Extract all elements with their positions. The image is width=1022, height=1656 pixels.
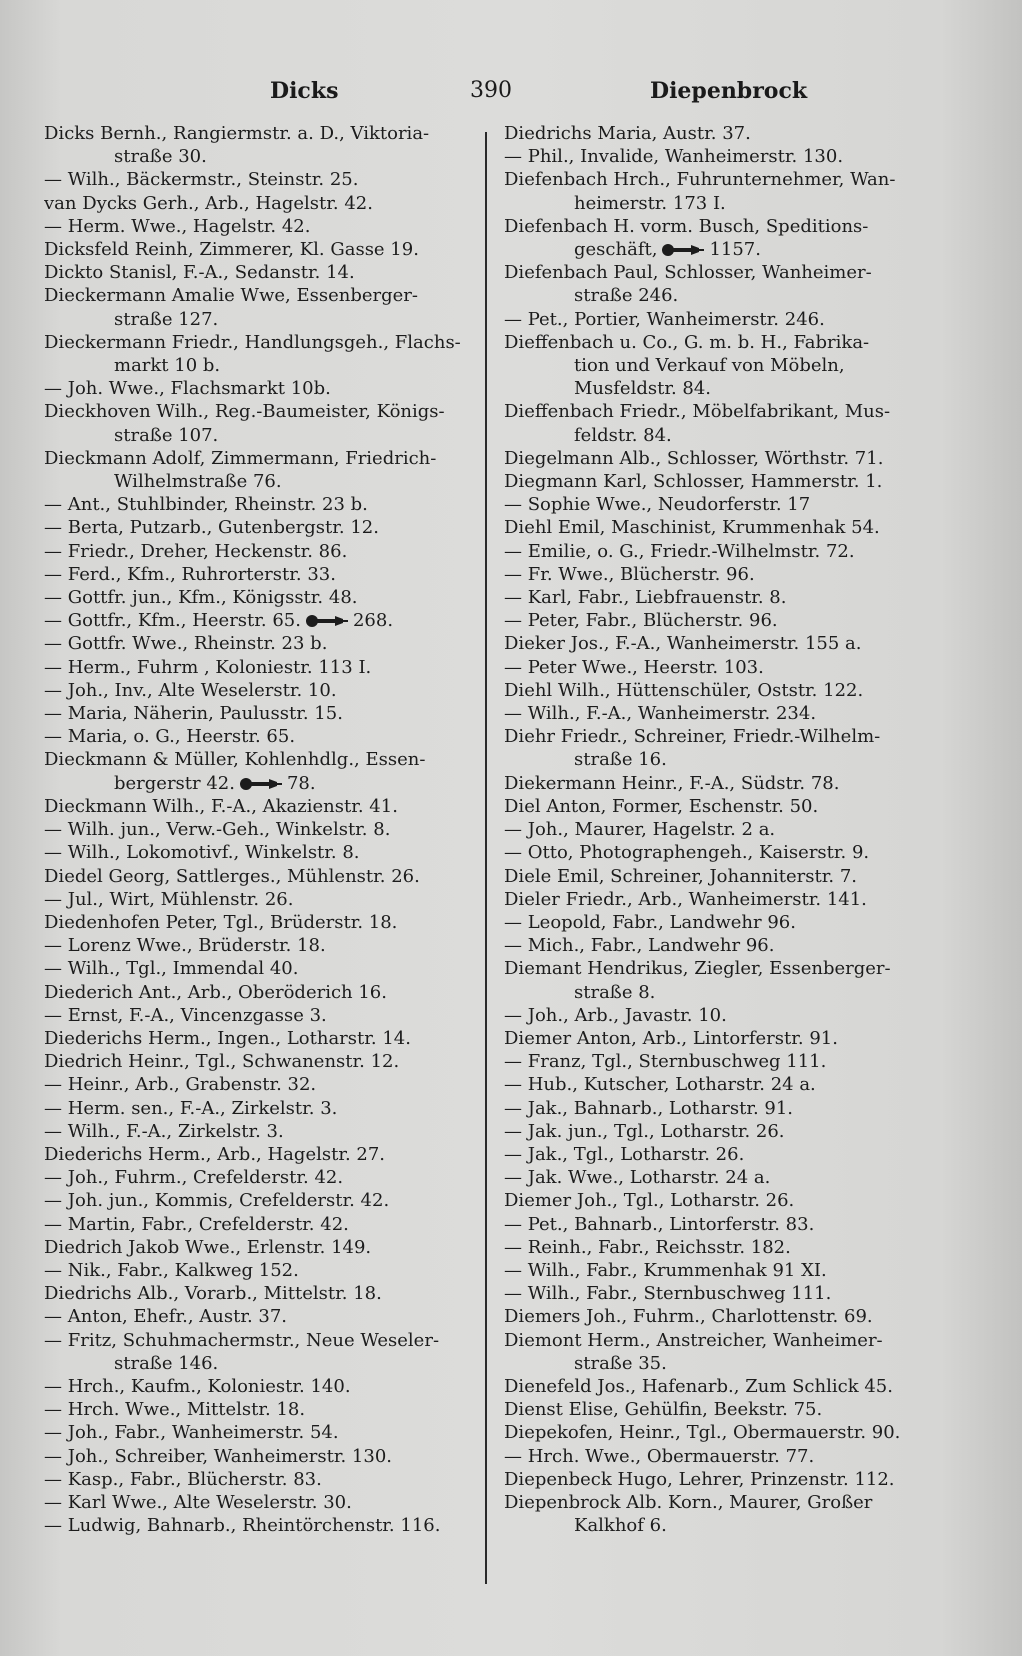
entry-text: — Joh. jun., Kommis, Crefelderstr. 42. (44, 1190, 390, 1212)
directory-entry-line (44, 1445, 474, 1468)
entry-text: Kalkhof 6. (574, 1515, 667, 1537)
entry-text: Diehl Emil, Maschinist, Krummenhak 54. (504, 517, 880, 539)
directory-entry-line (504, 1027, 944, 1050)
directory-entry-line (504, 1073, 944, 1096)
entry-text: — Jul., Wirt, Mühlenstr. 26. (44, 888, 294, 910)
entry-text: Diedrichs Alb., Vorarb., Mittelstr. 18. (44, 1283, 382, 1305)
entry-text: — Peter Wwe., Heerstr. 103. (504, 656, 764, 678)
directory-entry-line (44, 424, 474, 447)
directory-entry-line (44, 1027, 474, 1050)
directory-entry-line (44, 1352, 474, 1375)
entry-text: — Wilh., Fabr., Sternbuschweg 111. (504, 1283, 832, 1305)
entry-text: Dicks Bernh., Rangiermstr. a. D., Viktoria- (44, 123, 430, 144)
directory-entry-line (44, 679, 474, 702)
entry-text: — Berta, Putzarb., Gutenbergstr. 12. (44, 517, 379, 539)
right-column (504, 122, 944, 1537)
entry-text: — Hrch., Kaufm., Koloniestr. 140. (44, 1375, 351, 1397)
directory-entry-line (44, 609, 474, 632)
directory-entry-line (504, 284, 944, 307)
directory-entry-line (504, 1305, 944, 1328)
entry-text: straße 8. (574, 981, 656, 1003)
entry-text: straße 30. (114, 146, 207, 168)
directory-entry-line (504, 1259, 944, 1282)
directory-entry-line (504, 354, 944, 377)
directory-entry-line (504, 656, 944, 679)
entry-text: — Joh. Wwe., Flachsmarkt 10b. (44, 378, 331, 400)
entry-text: — Wilh., Bäckermstr., Steinstr. 25. (44, 169, 359, 191)
directory-entry-line (504, 772, 944, 795)
entry-text: — Jak., Bahnarb., Lotharstr. 91. (504, 1097, 794, 1119)
entry-text: — Fr. Wwe., Blücherstr. 96. (504, 563, 755, 585)
entry-text: — Jak. jun., Tgl., Lotharstr. 26. (504, 1120, 785, 1142)
directory-entry-line (504, 1352, 944, 1375)
directory-entry-line (44, 981, 474, 1004)
entry-text: — Martin, Fabr., Crefelderstr. 42. (44, 1213, 349, 1235)
entry-text: straße 127. (114, 308, 219, 330)
directory-entry-line (504, 145, 944, 168)
directory-entry-line (504, 563, 944, 586)
entry-text: Dieffenbach u. Co., G. m. b. H., Fabrika- (504, 331, 870, 353)
entry-text: — Gottfr., Kfm., Heerstr. 65. (44, 610, 301, 632)
entry-text: Dieker Jos., F.-A., Wanheimerstr. 155 a. (504, 633, 862, 655)
directory-entry-line (44, 493, 474, 516)
directory-entry-line (44, 1329, 474, 1352)
entry-text: straße 16. (574, 749, 667, 771)
directory-entry-line (504, 493, 944, 516)
entry-text: — Wilh., F.-A., Wanheimerstr. 234. (504, 703, 817, 725)
entry-text: Diemer Anton, Arb., Lintorferstr. 91. (504, 1027, 838, 1049)
entry-text: heimerstr. 173 I. (574, 192, 726, 214)
entry-text: Diederich Ant., Arb., Oberöderich 16. (44, 981, 387, 1003)
directory-entry-line (44, 841, 474, 864)
directory-entry-line (504, 1514, 944, 1537)
left-column (44, 122, 474, 1537)
directory-entry-line (44, 1166, 474, 1189)
entry-text: Diel Anton, Former, Eschenstr. 50. (504, 795, 819, 817)
directory-entry-line (44, 1514, 474, 1537)
directory-entry-line (44, 865, 474, 888)
entry-text: — Gottfr. Wwe., Rheinstr. 23 b. (44, 633, 328, 655)
entry-text: — Joh., Maurer, Hagelstr. 2 a. (504, 819, 776, 841)
page-header (60, 74, 940, 114)
directory-entry-line (504, 725, 944, 748)
entry-text: — Ernst, F.-A., Vincenzgasse 3. (44, 1004, 327, 1026)
entry-text: Diefenbach Hrch., Fuhrunternehmer, Wan- (504, 169, 896, 191)
directory-entry-line (44, 1004, 474, 1027)
directory-entry-line (504, 377, 944, 400)
entry-text: straße 246. (574, 285, 679, 307)
entry-text: Dieckmann & Müller, Kohlenhdlg., Essen- (44, 749, 426, 771)
directory-entry-line (44, 1236, 474, 1259)
directory-entry-line (504, 865, 944, 888)
entry-text: Dieffenbach Friedr., Möbelfabrikant, Mus- (504, 401, 891, 423)
entry-text: — Wilh., Tgl., Immendal 40. (44, 958, 299, 980)
directory-entry-line (504, 911, 944, 934)
entry-text: — Pet., Portier, Wanheimerstr. 246. (504, 308, 825, 330)
directory-entry-line (44, 168, 474, 191)
header-left-guideword: Dicks (270, 78, 339, 104)
entry-text: Diele Emil, Schreiner, Johanniterstr. 7. (504, 865, 857, 887)
directory-entry-line (44, 1073, 474, 1096)
directory-entry-line (504, 1213, 944, 1236)
directory-entry-line (44, 261, 474, 284)
directory-entry-line (44, 1375, 474, 1398)
directory-entry-line (504, 1282, 944, 1305)
entry-text: — Heinr., Arb., Grabenstr. 32. (44, 1074, 317, 1096)
entry-text: Diepenbeck Hugo, Lehrer, Prinzenstr. 112. (504, 1468, 895, 1490)
directory-entry-line (504, 818, 944, 841)
directory-entry-line (504, 261, 944, 284)
entry-text: — Reinh., Fabr., Reichsstr. 182. (504, 1236, 791, 1258)
directory-entry-line (44, 238, 474, 261)
entry-text: straße 35. (574, 1352, 667, 1374)
entry-text: — Otto, Photographengeh., Kaiserstr. 9. (504, 842, 870, 864)
entry-text: Diemont Herm., Anstreicher, Wanheimer- (504, 1329, 883, 1351)
telephone-icon (305, 614, 349, 628)
directory-entry-line (44, 1282, 474, 1305)
entry-text: Diekermann Heinr., F.-A., Südstr. 78. (504, 772, 840, 794)
entry-text: Wilhelmstraße 76. (114, 471, 282, 493)
directory-entry-line (504, 1329, 944, 1352)
entry-text: — Jak. Wwe., Lotharstr. 24 a. (504, 1167, 771, 1189)
directory-entry-line (504, 702, 944, 725)
telephone-number: 1157. (709, 239, 761, 261)
directory-entry-line (44, 400, 474, 423)
entry-text: straße 146. (114, 1352, 219, 1374)
directory-entry-line (504, 934, 944, 957)
entry-text: — Karl Wwe., Alte Weselerstr. 30. (44, 1491, 352, 1513)
directory-entry-line (44, 1421, 474, 1444)
directory-entry-line (504, 609, 944, 632)
directory-entry-line (504, 192, 944, 215)
entry-text: — Wilh. jun., Verw.-Geh., Winkelstr. 8. (44, 819, 391, 841)
entry-text: — Lorenz Wwe., Brüderstr. 18. (44, 935, 326, 957)
entry-text: van Dycks Gerh., Arb., Hagelstr. 42. (44, 192, 373, 214)
entry-text: Dieckmann Adolf, Zimmermann, Friedrich- (44, 447, 437, 469)
directory-entry-line (44, 818, 474, 841)
entry-text: — Joh., Fuhrm., Crefelderstr. 42. (44, 1167, 344, 1189)
directory-entry-line (44, 1189, 474, 1212)
directory-entry-line (504, 540, 944, 563)
entry-text: — Joh., Fabr., Wanheimerstr. 54. (44, 1422, 339, 1444)
entry-text: Diederichs Herm., Arb., Hagelstr. 27. (44, 1143, 386, 1165)
directory-entry-line (44, 632, 474, 655)
entry-text: Diepekofen, Heinr., Tgl., Obermauerstr. 90. (504, 1422, 901, 1444)
telephone-icon (661, 243, 705, 257)
directory-entry-line (504, 679, 944, 702)
entry-text: — Joh., Schreiber, Wanheimerstr. 130. (44, 1445, 393, 1467)
directory-entry-line (504, 447, 944, 470)
directory-entry-line (44, 1143, 474, 1166)
entry-text: Diedrich Heinr., Tgl., Schwanenstr. 12. (44, 1051, 400, 1073)
entry-text: Diedrich Jakob Wwe., Erlenstr. 149. (44, 1236, 372, 1258)
directory-entry-line (44, 1097, 474, 1120)
entry-text: — Karl, Fabr., Liebfrauenstr. 8. (504, 587, 787, 609)
directory-entry-line (504, 122, 944, 145)
entry-text: — Ant., Stuhlbinder, Rheinstr. 23 b. (44, 494, 368, 516)
directory-entry-line (504, 1189, 944, 1212)
directory-entry-line (504, 1120, 944, 1143)
directory-entry-line (504, 308, 944, 331)
directory-entry-line (44, 331, 474, 354)
directory-entry-line (504, 1491, 944, 1514)
directory-entry-line (44, 308, 474, 331)
entry-text: Dickto Stanisl, F.-A., Sedanstr. 14. (44, 262, 355, 284)
entry-text: Diederichs Herm., Ingen., Lotharstr. 14. (44, 1027, 411, 1049)
directory-entry-line (504, 1375, 944, 1398)
entry-text: — Maria, Näherin, Paulusstr. 15. (44, 703, 343, 725)
entry-text: — Mich., Fabr., Landwehr 96. (504, 935, 775, 957)
directory-entry-line (44, 934, 474, 957)
entry-text: Diehl Wilh., Hüttenschüler, Oststr. 122. (504, 679, 864, 701)
directory-entry-line (44, 1398, 474, 1421)
entry-text: — Herm., Fuhrm , Koloniestr. 113 I. (44, 656, 372, 678)
entry-text: straße 107. (114, 424, 219, 446)
directory-entry-line (504, 586, 944, 609)
directory-entry-line (44, 1120, 474, 1143)
directory-entry-line (44, 215, 474, 238)
directory-entry-line (504, 1166, 944, 1189)
telephone-number: 268. (352, 610, 394, 632)
directory-entry-line (504, 1097, 944, 1120)
directory-entry-line (44, 284, 474, 307)
directory-entry-line (44, 888, 474, 911)
directory-entry-line (504, 981, 944, 1004)
directory-entry-line (504, 1143, 944, 1166)
entry-text: Musfeldstr. 84. (574, 378, 712, 400)
directory-entry-line (504, 516, 944, 539)
entry-text: — Peter, Fabr., Blücherstr. 96. (504, 610, 778, 632)
entry-text: Dieckmann Wilh., F.-A., Akazienstr. 41. (44, 795, 398, 817)
entry-text: Diefenbach Paul, Schlosser, Wanheimer- (504, 262, 872, 284)
directory-entry-line (44, 354, 474, 377)
entry-text: — Jak., Tgl., Lotharstr. 26. (504, 1143, 745, 1165)
directory-entry-line (504, 748, 944, 771)
entry-text: geschäft, (574, 239, 658, 261)
entry-text: markt 10 b. (114, 355, 221, 377)
entry-text: — Wilh., F.-A., Zirkelstr. 3. (44, 1120, 284, 1142)
entry-text: Diemers Joh., Fuhrm., Charlottenstr. 69. (504, 1306, 873, 1328)
entry-text: Diedel Georg, Sattlerges., Mühlenstr. 26. (44, 865, 420, 887)
directory-entry-line (504, 238, 944, 261)
directory-entry-line (44, 1305, 474, 1328)
entry-text: — Herm. sen., F.-A., Zirkelstr. 3. (44, 1097, 338, 1119)
entry-text: — Herm. Wwe., Hagelstr. 42. (44, 215, 311, 237)
directory-entry-line (44, 377, 474, 400)
entry-text: Diepenbrock Alb. Korn., Maurer, Großer (504, 1491, 873, 1513)
entry-text: — Ludwig, Bahnarb., Rheintörchenstr. 116. (44, 1515, 441, 1537)
directory-entry-line (44, 911, 474, 934)
directory-entry-line (44, 725, 474, 748)
directory-entry-line (504, 1050, 944, 1073)
entry-text: — Phil., Invalide, Wanheimerstr. 130. (504, 146, 844, 168)
entry-text: Dieler Friedr., Arb., Wanheimerstr. 141. (504, 888, 867, 910)
entry-text: — Kasp., Fabr., Blücherstr. 83. (44, 1468, 322, 1490)
entry-text: — Gottfr. jun., Kfm., Königsstr. 48. (44, 587, 358, 609)
directory-entry-line (44, 1050, 474, 1073)
entry-text: Diemer Joh., Tgl., Lotharstr. 26. (504, 1190, 795, 1212)
directory-entry-line (504, 215, 944, 238)
directory-entry-line (44, 192, 474, 215)
directory-entry-line (44, 1491, 474, 1514)
directory-entry-line (44, 1259, 474, 1282)
directory-entry-line (44, 145, 474, 168)
entry-text: — Joh., Inv., Alte Weselerstr. 10. (44, 679, 337, 701)
entry-text: tion und Verkauf von Möbeln, (574, 355, 845, 377)
header-right-guideword: Diepenbrock (650, 78, 808, 104)
entry-text: — Friedr., Dreher, Heckenstr. 86. (44, 540, 348, 562)
directory-entry-line (44, 772, 474, 795)
directory-entry-line (504, 331, 944, 354)
directory-entry-line (44, 1213, 474, 1236)
entry-text: — Anton, Ehefr., Austr. 37. (44, 1306, 288, 1328)
entry-text: — Wilh., Lokomotivf., Winkelstr. 8. (44, 842, 360, 864)
entry-text: — Pet., Bahnarb., Lintorferstr. 83. (504, 1213, 815, 1235)
directory-entry-line (504, 470, 944, 493)
entry-text: Dieckermann Amalie Wwe, Essenberger- (44, 285, 418, 307)
directory-entry-line (44, 957, 474, 980)
entry-text: Diegmann Karl, Schlosser, Hammerstr. 1. (504, 471, 883, 493)
directory-entry-line (504, 632, 944, 655)
entry-text: — Leopold, Fabr., Landwehr 96. (504, 911, 796, 933)
column-divider (485, 132, 487, 1584)
entry-text: — Joh., Arb., Javastr. 10. (504, 1004, 727, 1026)
directory-entry-line (44, 656, 474, 679)
entry-text: — Hrch. Wwe., Mittelstr. 18. (44, 1399, 306, 1421)
directory-entry-line (44, 748, 474, 771)
directory-entry-line (504, 1468, 944, 1491)
directory-entry-line (44, 447, 474, 470)
entry-text: Dicksfeld Reinh, Zimmerer, Kl. Gasse 19. (44, 239, 419, 261)
entry-text: Dieckermann Friedr., Handlungsgeh., Flachs- (44, 331, 461, 353)
directory-entry-line (44, 702, 474, 725)
entry-text: — Wilh., Fabr., Krummenhak 91 XI. (504, 1259, 827, 1281)
entry-text: bergerstr 42. (114, 772, 235, 794)
directory-entry-line (504, 424, 944, 447)
entry-text: — Hub., Kutscher, Lotharstr. 24 a. (504, 1074, 816, 1096)
directory-entry-line (504, 1004, 944, 1027)
directory-entry-line (504, 795, 944, 818)
directory-entry-line (44, 1468, 474, 1491)
directory-entry-line (504, 957, 944, 980)
directory-entry-line (44, 586, 474, 609)
entry-text: — Hrch. Wwe., Obermauerstr. 77. (504, 1445, 815, 1467)
entry-text: Diehr Friedr., Schreiner, Friedr.-Wilhelm- (504, 726, 881, 748)
entry-text: — Nik., Fabr., Kalkweg 152. (44, 1259, 299, 1281)
directory-entry-line (504, 888, 944, 911)
directory-entry-line (44, 540, 474, 563)
entry-text: Diedenhofen Peter, Tgl., Brüderstr. 18. (44, 911, 398, 933)
entry-text: Diedrichs Maria, Austr. 37. (504, 123, 751, 144)
directory-entry-line (504, 1445, 944, 1468)
directory-entry-line (504, 841, 944, 864)
entry-text: — Emilie, o. G., Friedr.-Wilhelmstr. 72. (504, 540, 855, 562)
directory-entry-line (44, 516, 474, 539)
entry-text: — Ferd., Kfm., Ruhrorterstr. 33. (44, 563, 336, 585)
directory-entry-line (44, 795, 474, 818)
directory-entry-line (504, 400, 944, 423)
entry-text: feldstr. 84. (574, 424, 672, 446)
entry-text: Dienst Elise, Gehülfin, Beekstr. 75. (504, 1399, 823, 1421)
directory-entry-line (44, 470, 474, 493)
telephone-icon (239, 777, 283, 791)
entry-text: Dieckhoven Wilh., Reg.-Baumeister, Königs- (44, 401, 445, 423)
page-number: 390 (470, 78, 512, 103)
entry-text: — Franz, Tgl., Sternbuschweg 111. (504, 1051, 827, 1073)
entry-text: — Maria, o. G., Heerstr. 65. (44, 726, 296, 748)
entry-text: Diemant Hendrikus, Ziegler, Essenberger- (504, 958, 891, 980)
entry-text: Diefenbach H. vorm. Busch, Speditions- (504, 215, 869, 237)
entry-text: Dienefeld Jos., Hafenarb., Zum Schlick 45. (504, 1375, 893, 1397)
directory-entry-line (504, 1398, 944, 1421)
directory-entry-line (504, 168, 944, 191)
directory-entry-line (44, 563, 474, 586)
entry-text: — Sophie Wwe., Neudorferstr. 17 (504, 494, 811, 516)
directory-entry-line (504, 1421, 944, 1444)
telephone-number: 78. (286, 772, 316, 794)
directory-entry-line (504, 1236, 944, 1259)
entry-text: — Fritz, Schuhmachermstr., Neue Weseler- (44, 1329, 440, 1351)
entry-text: Diegelmann Alb., Schlosser, Wörthstr. 71. (504, 447, 884, 469)
directory-entry-line (44, 122, 474, 145)
